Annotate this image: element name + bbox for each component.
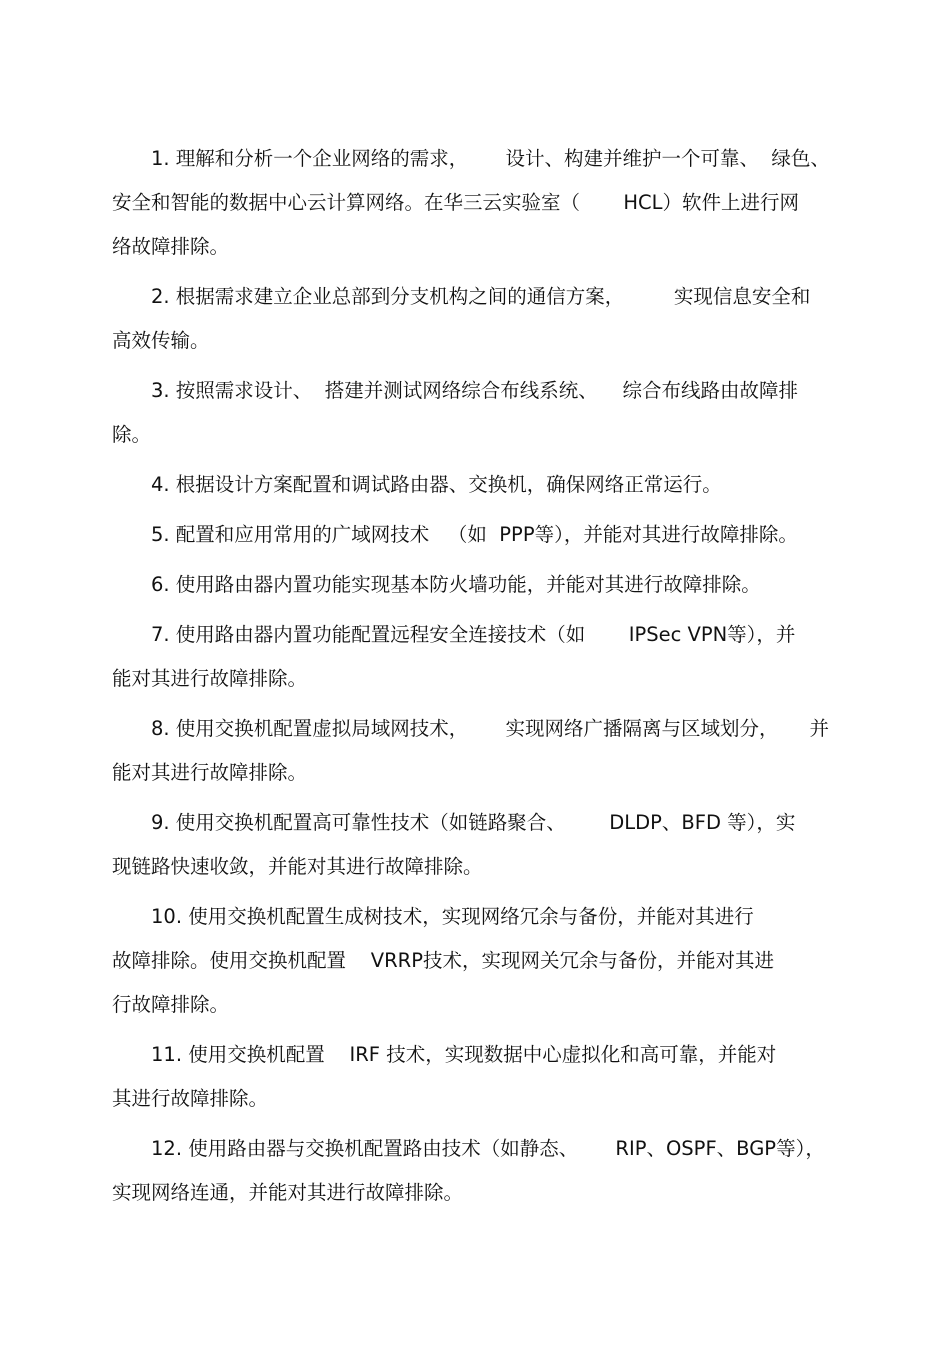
requirement-item-3: [112, 373, 842, 461]
requirement-item-11: [112, 1037, 842, 1125]
requirement-item-4: [112, 467, 842, 511]
item-line: 3. 按照需求设计、 搭建并测试网络综合布线系统、 综合布线路由故障排: [151, 379, 798, 402]
item-line: 7. 使用路由器内置功能配置远程安全连接技术（如 IPSec VPN等），并: [151, 623, 796, 646]
requirement-item-7: [112, 617, 842, 705]
item-line: 高效传输。: [112, 329, 210, 352]
item-line: 12. 使用路由器与交换机配置路由技术（如静态、 RIP、OSPF、BGP等），: [151, 1137, 825, 1160]
item-line: 6. 使用路由器内置功能实现基本防火墙功能，并能对其进行故障排除。: [151, 573, 761, 596]
item-line: 1. 理解和分析一个企业网络的需求， 设计、构建并维护一个可靠、 绿色、: [151, 147, 830, 170]
requirement-item-2: [112, 279, 842, 367]
item-line: 11. 使用交换机配置 IRF 技术，实现数据中心虚拟化和高可靠，并能对: [151, 1043, 777, 1066]
item-line: 9. 使用交换机配置高可靠性技术（如链路聚合、 DLDP、BFD 等），实: [151, 811, 796, 834]
item-line: 10. 使用交换机配置生成树技术，实现网络冗余与备份，并能对其进行: [151, 905, 754, 928]
item-line: 除。: [112, 423, 152, 446]
requirement-item-6: [112, 567, 842, 611]
item-line: 行故障排除。: [112, 993, 230, 1016]
item-line: 其进行故障排除。: [112, 1087, 269, 1110]
item-line: 8. 使用交换机配置虚拟局域网技术， 实现网络广播隔离与区域划分， 并: [151, 717, 829, 740]
item-line: 现链路快速收敛，并能对其进行故障排除。: [112, 855, 483, 878]
requirement-item-10: [112, 899, 842, 1031]
requirement-item-12: [112, 1131, 842, 1219]
item-line: 故障排除。使用交换机配置 VRRP技术，实现网关冗余与备份，并能对其进: [112, 949, 774, 972]
requirement-item-9: [112, 805, 842, 893]
item-line: 络故障排除。: [112, 235, 230, 258]
item-line: 安全和智能的数据中心云计算网络。在华三云实验室（ HCL）软件上进行网: [112, 191, 800, 214]
requirement-item-8: [112, 711, 842, 799]
requirement-list: [112, 141, 842, 1225]
item-line: 能对其进行故障排除。: [112, 667, 308, 690]
item-line: 实现网络连通，并能对其进行故障排除。: [112, 1181, 464, 1204]
item-line: 5. 配置和应用常用的广域网技术 （如 PPP等），并能对其进行故障排除。: [151, 523, 798, 546]
requirement-item-5: [112, 517, 842, 561]
item-line: 2. 根据需求建立企业总部到分支机构之间的通信方案， 实现信息安全和: [151, 285, 811, 308]
requirement-item-1: [112, 141, 842, 273]
item-line: 能对其进行故障排除。: [112, 761, 308, 784]
item-line: 4. 根据设计方案配置和调试路由器、交换机，确保网络正常运行。: [151, 473, 722, 496]
